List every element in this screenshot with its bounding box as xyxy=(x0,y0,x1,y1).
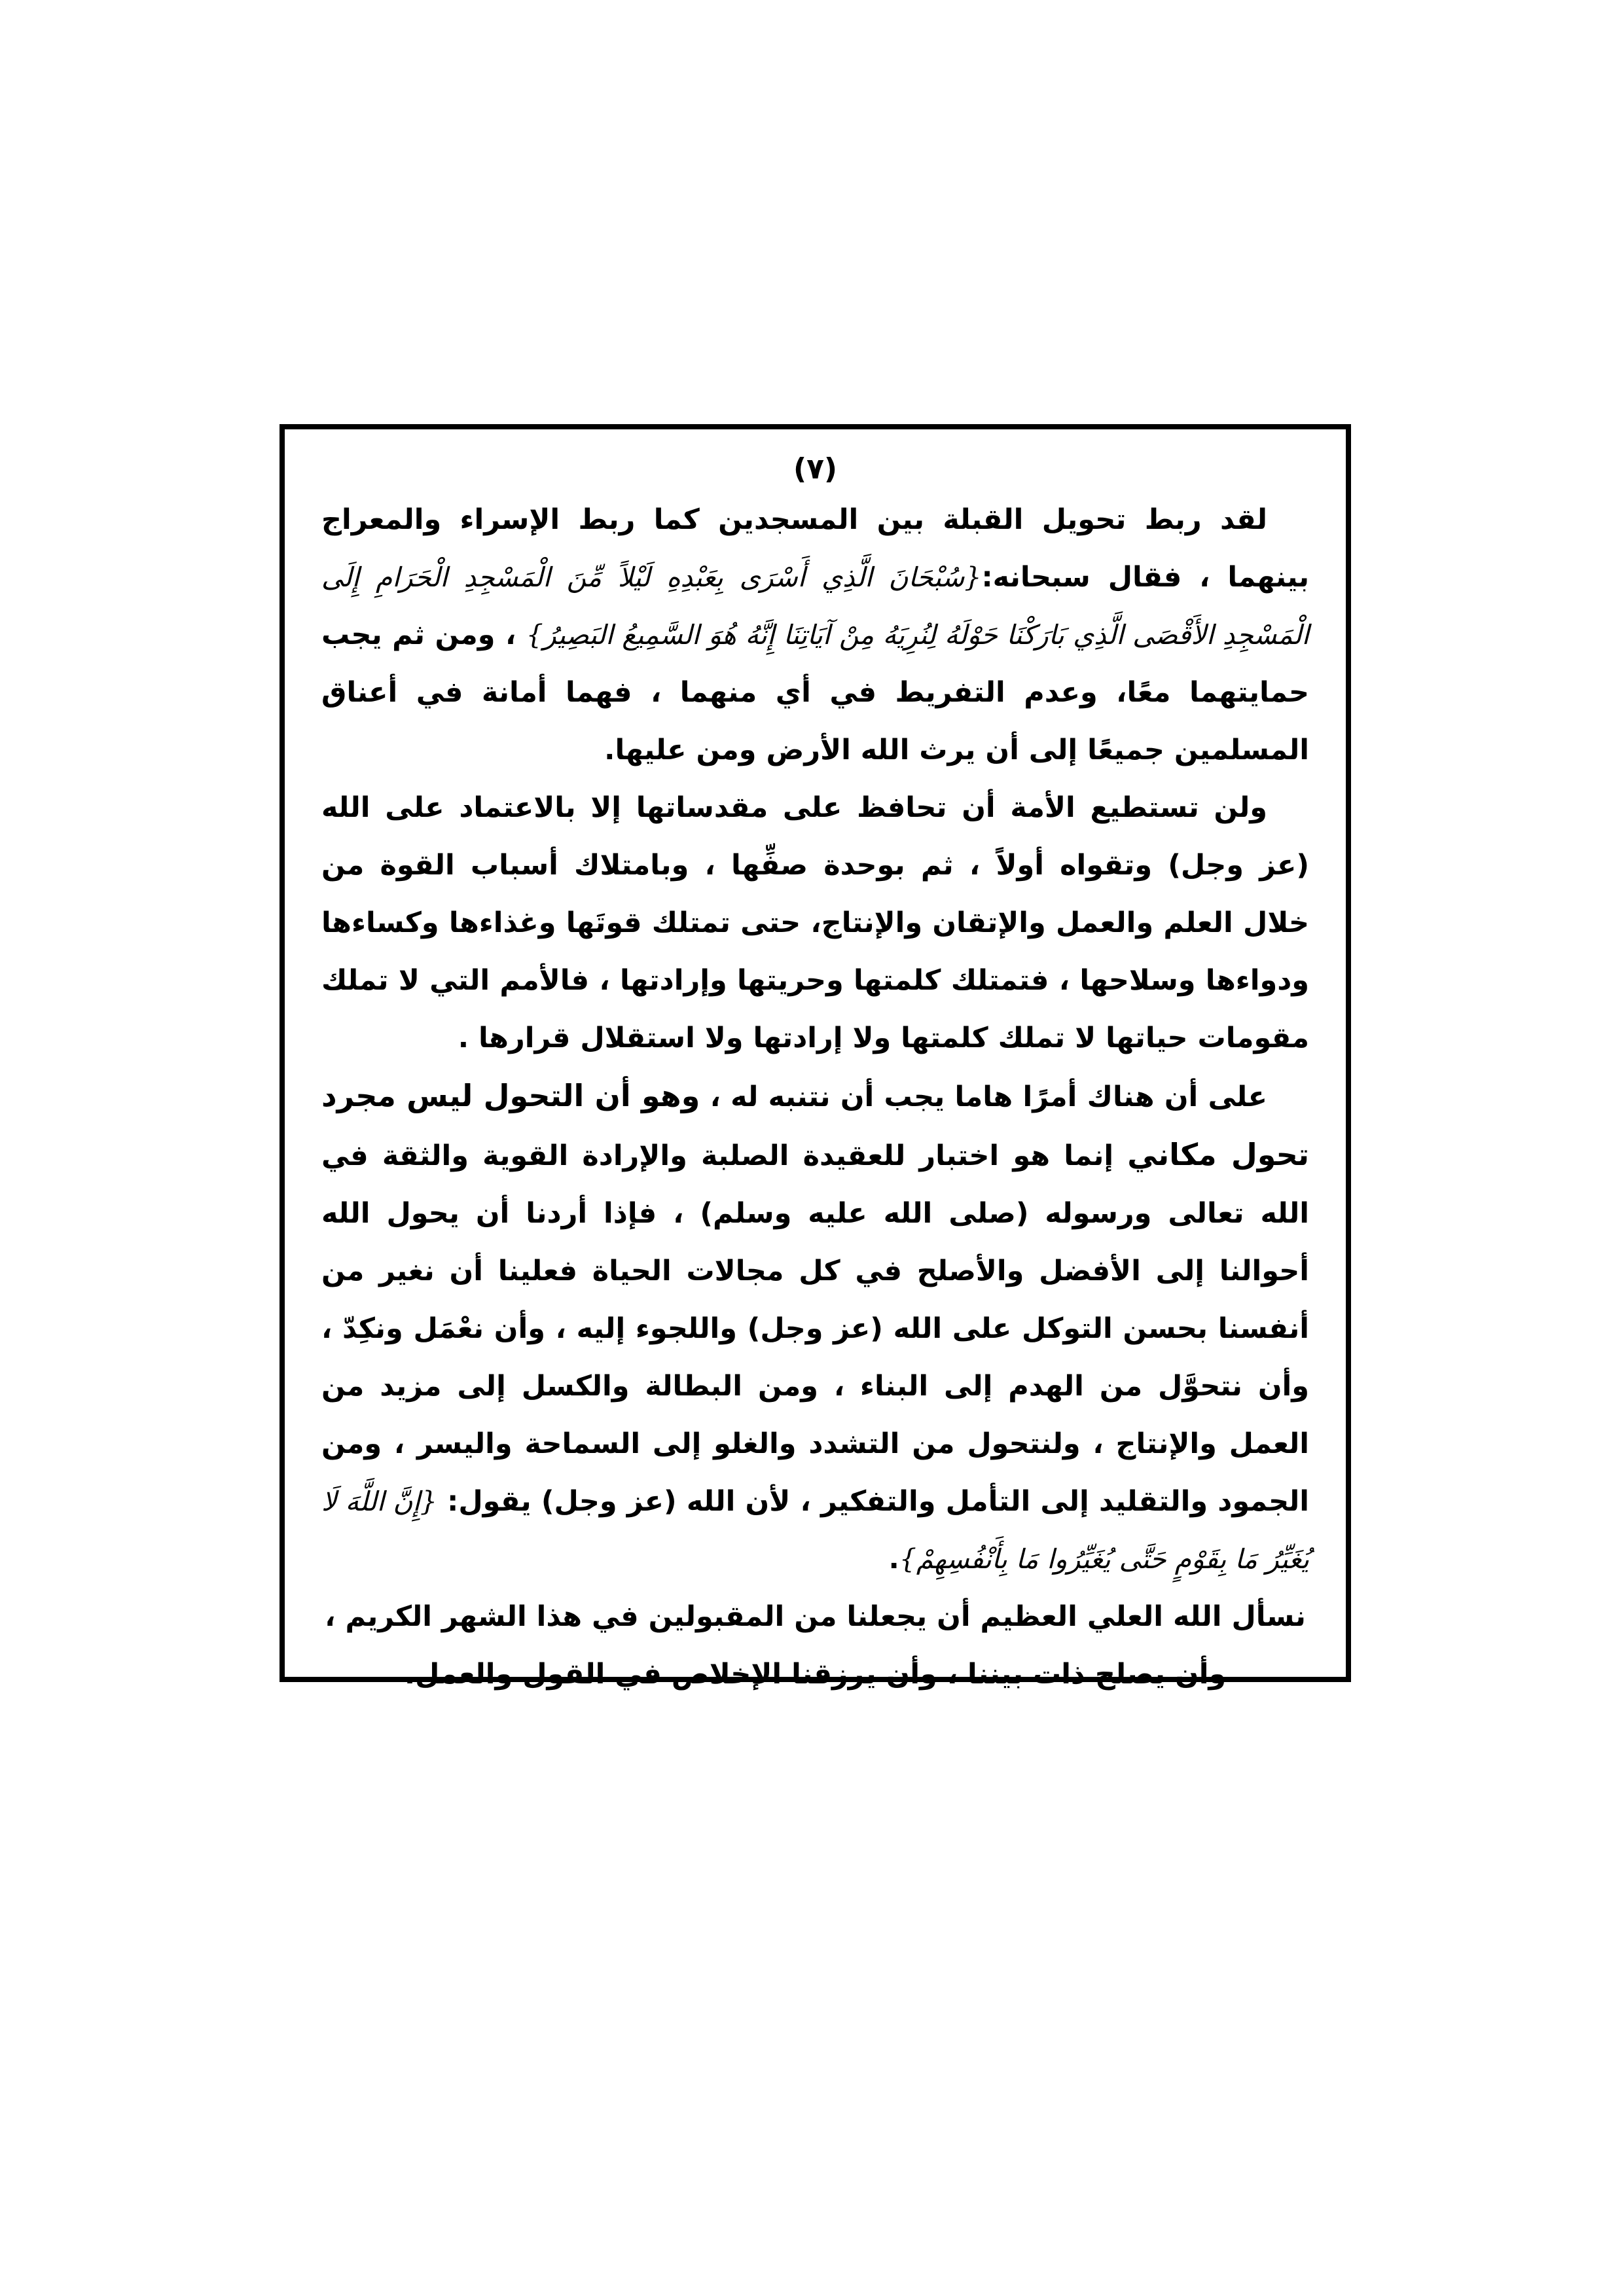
paragraph-2: ولن تستطيع الأمة أن تحافظ على مقدساتها إلا بالاعتماد على الله (عز وجل) وتقواه أولاً ، ثم بوحدة صفِّها ، وبامتلاك أسباب القوة من خلال العلم والعمل والإتقان والإنتاج، حتى تمتلك قوتَها وغذاءها وكساءها ودواءها وسلاحها ، فتمتلك كلمتها وحريتها وإرادتها ، فالأمم التي لا تملك مقومات حياتها لا تملك كلمتها ولا إرادتها ولا استقلال قرارها . xyxy=(321,791,1309,1054)
document-body xyxy=(321,491,1309,1703)
quran-verse-isra: {سُبْحَانَ الَّذِي أَسْرَى بِعَبْدِهِ لَيْلاً مِّنَ الْمَسْجِدِ الْحَرَامِ إِلَى الْمَسْجِدِ الأَقْصَى الَّذِي بَارَكْنَا حَوْلَهُ لِنُرِيَهُ مِنْ آيَاتِنَا إِنَّهُ هُوَ السَّمِيعُ البَصِيرُ} xyxy=(321,562,1309,651)
page-frame xyxy=(280,424,1351,1691)
paragraph-3-text-c: . xyxy=(888,1543,899,1575)
paragraph-1-text-b: ، ومن ثم يجب حمايتهما معًا، وعدم التفريط في أي منهما ، فهما أمانة في أعناق المسلمين جميعًا إلى أن يرث الله الأرض ومن عليها. xyxy=(321,619,1309,766)
paragraph-3-text-b: إنما هو اختبار للعقيدة الصلبة والإرادة القوية والثقة في الله تعالى ورسوله (صلى الله عليه وسلم) ، فإذا أردنا أن يحول الله أحوالنا إلى الأفضل والأصلح في كل مجالات الحياة فعلينا أن نغير من أنفسنا بحسن التوكل على الله (عز وجل) واللجوء إليه ، وأن نعْمَل ونكِدّ ، وأن نتحوَّل من الهدم إلى البناء ، ومن البطالة والكسل إلى مزيد من العمل والإنتاج ، ولنتحول من التشدد والغلو إلى السماحة واليسر ، ومن الجمود والتقليد إلى التأمل والتفكير ، لأن الله (عز وجل) يقول: xyxy=(321,1139,1309,1518)
quran-verse-raad: {إِنَّ اللَّهَ لَا يُغَيِّرُ مَا بِقَوْمٍ حَتَّى يُغَيِّرُوا مَا بِأَنْفُسِهِمْ} xyxy=(321,1486,1309,1575)
paragraph-1 xyxy=(321,491,1309,779)
paragraph-3 xyxy=(321,1067,1309,1588)
paragraph-3-text-a: على أن هناك أمرًا هاما يجب أن نتنبه له ، xyxy=(700,1081,1267,1113)
emphasized-phrase: وهو أن التحول ليس مجرد تحول مكاني xyxy=(321,1078,1309,1172)
closing-prayer: نسأل الله العلي العظيم أن يجعلنا من المقبولين في هذا الشهر الكريم ، وأن يصلح ذات بيننا ، وأن يرزقنا الإخلاص في القول والعمل. xyxy=(325,1600,1306,1691)
page-number: (٧) xyxy=(793,452,838,486)
paragraph-1-text-a: لقد ربط تحويل القبلة بين المسجدين كما ربط الإسراء والمعراج بينهما ، فقال سبحانه: xyxy=(321,503,1309,594)
